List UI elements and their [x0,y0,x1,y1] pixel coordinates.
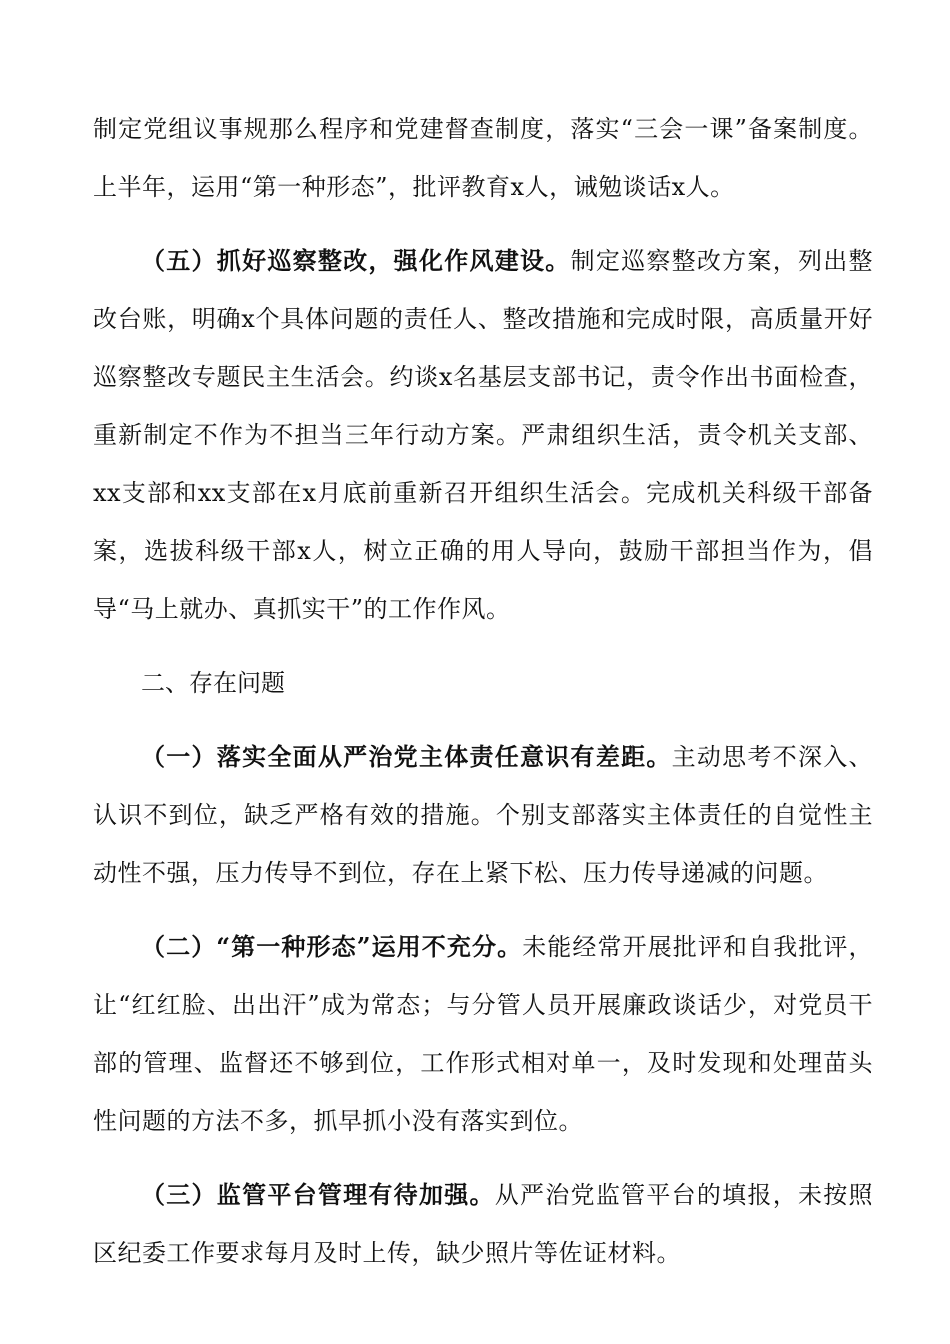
document-body [93,100,873,1298]
problem-paragraph-2 [93,918,873,1150]
paragraph-inspection-rectification [93,232,873,638]
paragraph-text: 制定巡察整改方案，列出整改台账，明确x个具体问题的责任人、整改措施和完成时限，高质量开好巡察整改专题民主生活会。约谈x名基层支部书记，责令作出书面检查，重新制定不作为不担当三年行动方案。严肃组织生活，责令机关支部、xx支部和xx支部在x月底前重新召开组织生活会。完成机关科级干部备案，选拔科级干部x人，树立正确的用人导向，鼓励干部担当作为，倡导“马上就办、真抓实干”的工作作风。 [93,247,874,623]
paragraph-text: 主动思考不深入、认识不到位，缺乏严格有效的措施。个别支部落实主体责任的自觉性主动性不强，压力传导不到位，存在上紧下松、压力传导递减的问题。 [93,743,873,887]
section-heading: 二、存在问题 [141,669,285,697]
problem-paragraph-3 [93,1166,873,1282]
paragraph-continuation [93,100,873,216]
paragraph-text: 制定党组议事规那么程序和党建督查制度，落实“三会一课”备案制度。上半年，运用“第一种形态”，批评教育x人，诫勉谈话x人。 [93,115,873,201]
paragraph-lead: （二）“第一种形态”运用不充分。 [141,932,523,961]
paragraph-lead: （一）落实全面从严治党主体责任意识有差距。 [141,742,672,771]
paragraph-lead: （五）抓好巡察整改，强化作风建设。 [141,246,571,275]
problem-paragraph-1 [93,728,873,902]
paragraph-text: 未能经常开展批评和自我批评，让“红红脸、出出汗”成为常态；与分管人员开展廉政谈话少，对党员干部的管理、监督还不够到位，工作形式相对单一，及时发现和处理苗头性问题的方法不多，抓早抓小没有落实到位。 [93,933,873,1135]
paragraph-lead: （三）监管平台管理有待加强。 [141,1180,495,1209]
paragraph-text: 从严治党监管平台的填报，未按照区纪委工作要求每月及时上传，缺少照片等佐证材料。 [93,1181,873,1267]
